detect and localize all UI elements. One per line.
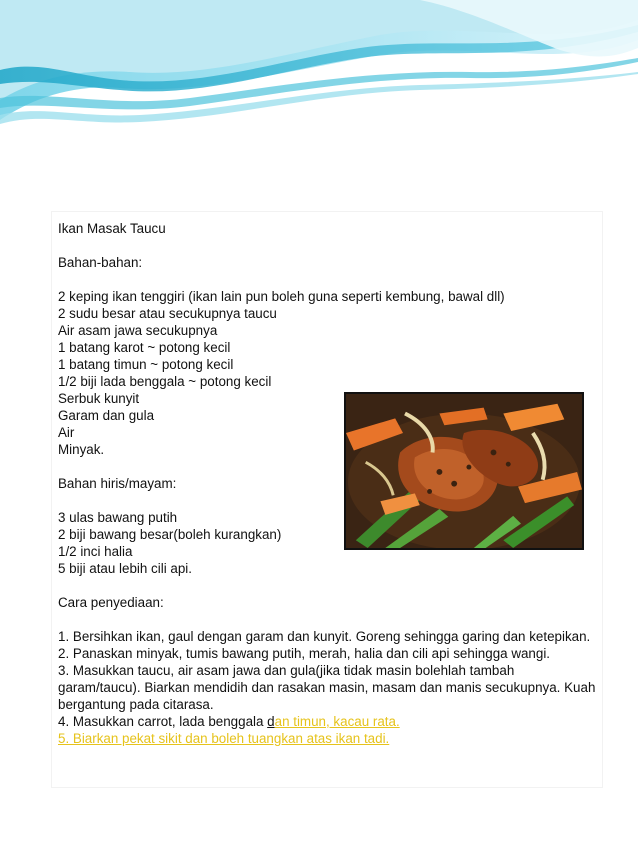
method-heading: Cara penyediaan: — [58, 595, 164, 610]
method-step-5 — [58, 730, 598, 747]
ingredient-item: 1 batang karot ~ potong kecil — [58, 340, 231, 355]
step4-underlined: d — [267, 714, 275, 729]
ingredient-item: 1/2 biji lada benggala ~ potong kecil — [58, 374, 272, 389]
step4-text: 4. Masukkan carrot, lada benggala — [58, 714, 268, 729]
ingredient-item: Air — [58, 425, 75, 440]
ingredient-item: 2 keping ikan tenggiri (ikan lain pun boleh guna seperti kembung, bawal dll) — [58, 289, 505, 304]
ingredient-item: 2 sudu besar atau secukupnya taucu — [58, 306, 277, 321]
ingredient-item: Serbuk kunyit — [58, 391, 140, 406]
sliced-heading: Bahan hiris/mayam: — [58, 476, 177, 491]
method-step: 1. Bersihkan ikan, gaul dengan garam dan kunyit. Goreng sehingga garing dan ketepikan. — [58, 629, 591, 644]
ikan-masak-taucu-photo — [344, 392, 584, 550]
step5-link[interactable]: 5. Biarkan pekat sikit dan boleh tuangkan atas ikan tadi. — [58, 731, 390, 746]
method-step: 3. Masukkan taucu, air asam jawa dan gula(jika tidak masin bolehlah tambah garam/taucu). Biarkan mendidih dan rasakan masin, masam dan manis secukupnya. Kuah bergantung pada citarasa. — [58, 663, 596, 712]
step4-link[interactable]: an timun, kacau rata. — [274, 714, 400, 729]
sliced-item: 5 biji atau lebih cili api. — [58, 561, 192, 576]
sliced-item: 1/2 inci halia — [58, 544, 133, 559]
recipe-title: Ikan Masak Taucu — [58, 221, 166, 236]
sliced-item: 3 ulas bawang putih — [58, 510, 178, 525]
method-step: 2. Panaskan minyak, tumis bawang putih, merah, halia dan cili api sehingga wangi. — [58, 646, 551, 661]
header-wave-decoration — [0, 0, 638, 180]
sliced-item: 2 biji bawang besar(boleh kurangkan) — [58, 527, 282, 542]
method-step-4 — [58, 713, 598, 730]
ingredient-item: Minyak. — [58, 442, 105, 457]
ingredients-heading: Bahan-bahan: — [58, 255, 143, 270]
food-illustration — [346, 394, 582, 548]
ingredient-item: Air asam jawa secukupnya — [58, 323, 218, 338]
ingredient-item: 1 batang timun ~ potong kecil — [58, 357, 234, 372]
ingredient-item: Garam dan gula — [58, 408, 155, 423]
